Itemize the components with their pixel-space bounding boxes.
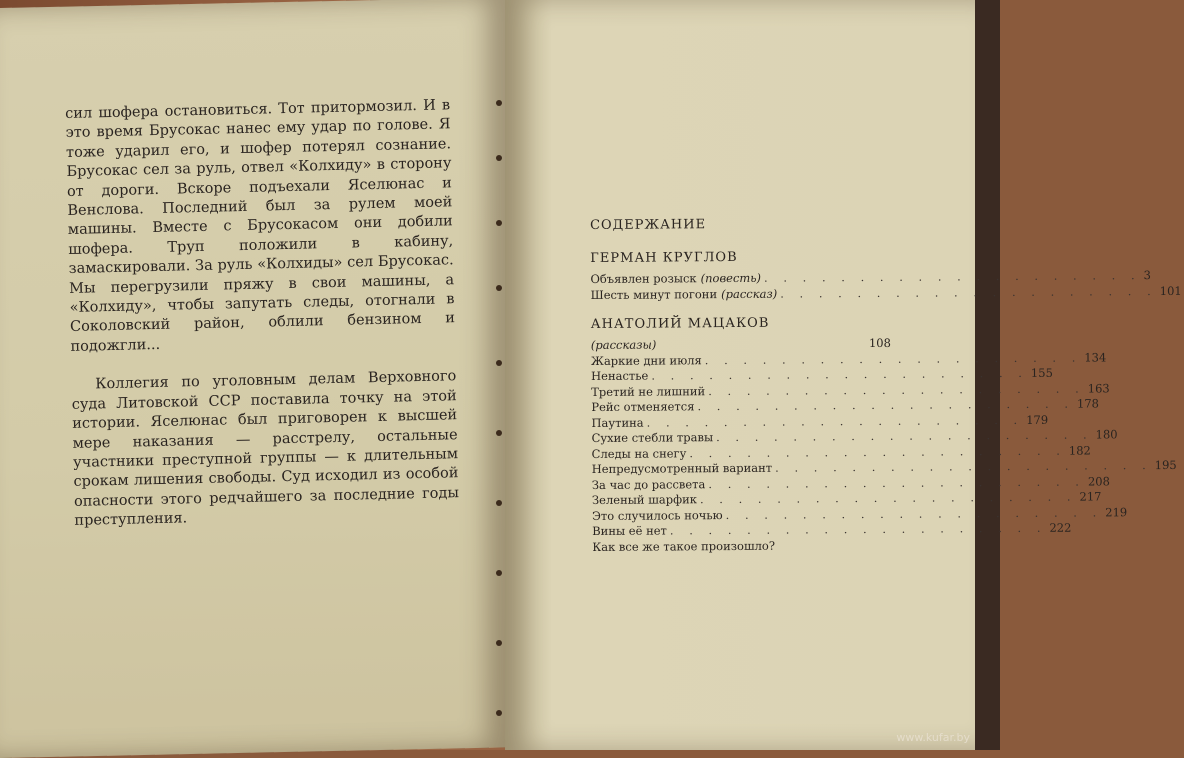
toc-entry: Жаркие дни июля . . . . . . . . . . . . . . . . . . . . 134 — [591, 351, 891, 369]
toc-entry-note: (рассказы) — [591, 338, 657, 354]
toc-entry-title: Вины её нет — [592, 523, 667, 539]
toc-entry-page: 195 — [1155, 458, 1177, 474]
toc-entry-note: (повесть) — [701, 271, 762, 287]
toc-entry: Третий не лишний . . . . . . . . . . . . . . . . . . . . 163 — [591, 382, 891, 400]
stitch-hole — [496, 570, 502, 576]
toc-entry: За час до рассвета . . . . . . . . . . . . . . . . . . . . 208 — [592, 475, 892, 493]
toc-entry-title: Рейс отменяется — [591, 399, 694, 415]
toc-entry-page: 178 — [1077, 396, 1099, 412]
stitch-hole — [496, 640, 502, 646]
toc-entry: Это случилось ночью . . . . . . . . . . . . . . . . . . . . 219 — [592, 506, 892, 524]
stitch-hole — [496, 360, 502, 366]
toc-entry-page: 222 — [1049, 521, 1071, 537]
toc-entry-title: Объявлен розыск — [590, 271, 696, 287]
stitch-hole — [496, 710, 502, 716]
toc-entry: Непредусмотренный вариант . . . . . . . . . . . . . . . . . . . . 195 — [592, 460, 892, 478]
toc-entry-title: Непредусмотренный вариант — [592, 461, 773, 478]
stitch-hole — [496, 285, 502, 291]
toc-heading: СОДЕРЖАНИЕ — [590, 216, 890, 233]
table-of-contents — [590, 216, 892, 555]
toc-entry-page: 163 — [1088, 381, 1110, 397]
toc-entry: Сухие стебли травы . . . . . . . . . . . . . . . . . . . . 180 — [591, 429, 891, 447]
toc-entry: Следы на снегу . . . . . . . . . . . . . . . . . . . . 182 — [592, 444, 892, 462]
stitch-binding — [496, 30, 504, 750]
stitch-hole — [496, 500, 502, 506]
toc-entry: Паутина . . . . . . . . . . . . . . . . . . . . 179 — [591, 413, 891, 431]
toc-entry-page: 217 — [1079, 489, 1101, 505]
toc-author2-entries — [591, 351, 892, 555]
toc-entry: Шесть минут погони (рассказ) . . . . . . . . . . . . . . . . . . . . 101 — [590, 285, 890, 303]
toc-entry-page: 134 — [1084, 350, 1106, 366]
toc-entry: Объявлен розыск (повесть) . . . . . . . . . . . . . . . . . . . . 3 — [590, 270, 890, 288]
toc-entry-page: 219 — [1105, 505, 1127, 521]
toc-author1-entries — [590, 270, 890, 303]
toc-entry: Рейс отменяется . . . . . . . . . . . . . . . . . . . . 178 — [591, 398, 891, 416]
toc-author: АНАТОЛИЙ МАЦАКОВ — [591, 315, 891, 332]
toc-entry-page: 180 — [1096, 427, 1118, 443]
toc-entry-title: Паутина — [591, 415, 643, 431]
toc-entry: Ненастье . . . . . . . . . . . . . . . . . . . . 155 — [591, 367, 891, 385]
body-paragraph: Коллегия по уголовным делам Верховного суда Литовской ССР поставила точку на этой истории. Яселюнас был приговорен к высшей мере наказания — расстрелу, остальные участники преступной группы — к длительным срокам лишения свободы. Суд исходил из особой опасности этого редчайшего за последние годы преступления. — [71, 367, 459, 531]
toc-entry: Зеленый шарфик . . . . . . . . . . . . . . . . . . . . 217 — [592, 491, 892, 509]
stitch-hole — [496, 155, 502, 161]
toc-entry-title: Ненастье — [591, 369, 648, 385]
watermark: www.kufar.by — [896, 731, 970, 744]
toc-entry-page: 101 — [1160, 283, 1182, 299]
toc-entry: Вины её нет . . . . . . . . . . . . . . . . . . . . 222 — [592, 522, 892, 540]
toc-entry-title: Третий не лишний — [591, 384, 705, 400]
toc-entry-page: 179 — [1026, 412, 1048, 428]
toc-entry-page: 108 — [869, 336, 891, 352]
stitch-hole — [496, 100, 502, 106]
toc-entry-page: 182 — [1069, 443, 1091, 459]
body-paragraph: сил шофера остановиться. Тот притормозил. И в это время Брусокас нанес ему удар по голове. Я тоже ударил его, и шофер потерял сознание. Брусокас сел за руль, отвел «Колхиду» в сторону от дороги. Вскоре подъехали Яселюнас и Венслова. Последний был за рулем моей машины. Вместе с Брусокасом они добили шофера. Труп положили в кабину, замаскировали. За руль «Колхиды» сел Брусокас. Мы перегрузили пряжу в свои машины, а «Колхиду», чтобы запутать следы, отогнали в Соколовский район, облили бензином и подожгли... — [65, 96, 456, 357]
toc-entry-title: Как все же такое произошло? — [592, 538, 775, 555]
toc-entry-title: Жаркие дни июля — [591, 353, 702, 369]
left-page-text — [65, 96, 460, 531]
toc-author: ГЕРМАН КРУГЛОВ — [590, 249, 890, 266]
toc-entry-note: (рассказ) — [721, 286, 777, 302]
toc-entry-title: Шесть минут погони — [590, 287, 717, 303]
stitch-hole — [496, 430, 502, 436]
toc-entry — [592, 537, 892, 555]
toc-entry-page: 208 — [1088, 474, 1110, 490]
toc-entry-title: За час до рассвета — [592, 477, 706, 493]
toc-entry-title: Сухие стебли травы — [591, 430, 713, 446]
stitch-hole — [496, 220, 502, 226]
toc-entry-page: 155 — [1031, 366, 1053, 382]
toc-entry-title: Это случилось ночью — [592, 508, 723, 524]
toc-entry-page: 3 — [1144, 268, 1151, 284]
toc-entry-title: Зеленый шарфик — [592, 492, 697, 508]
toc-entry-title: Следы на снегу — [592, 446, 687, 462]
